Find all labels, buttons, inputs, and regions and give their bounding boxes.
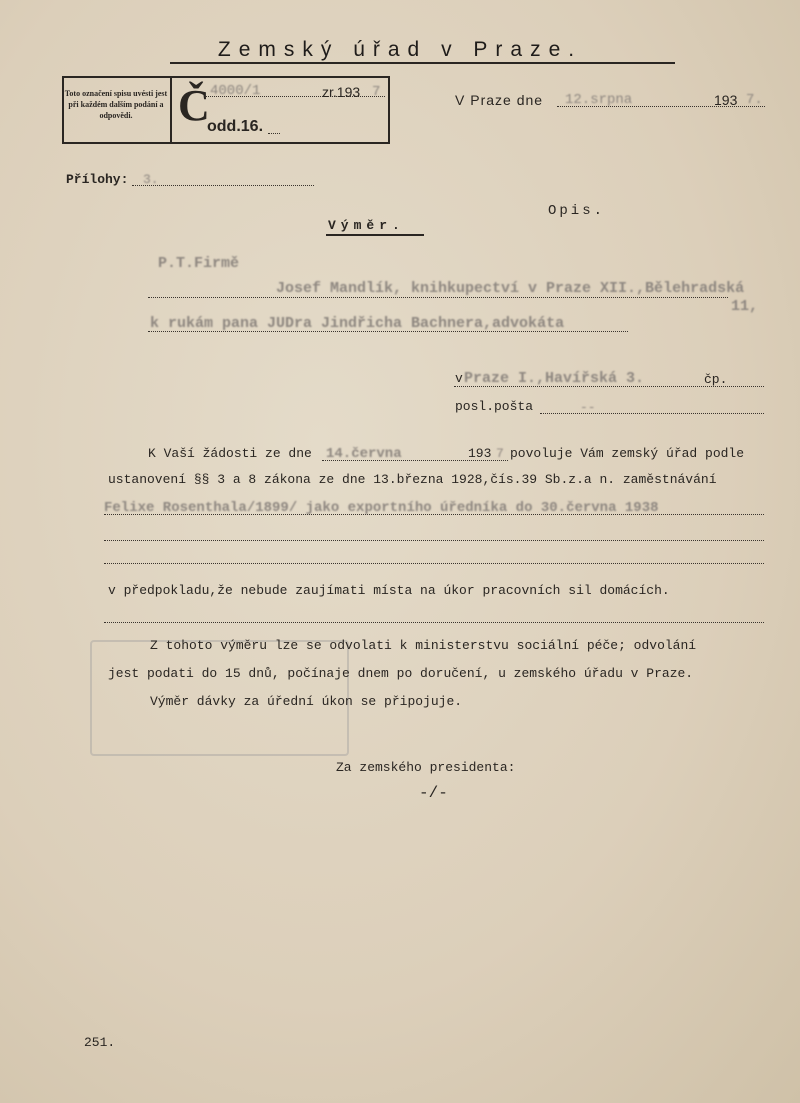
attachments-value: 3. bbox=[143, 172, 159, 187]
department-line bbox=[268, 133, 280, 134]
post-rule bbox=[540, 413, 764, 414]
recipient-line-2: k rukám pana JUDra Jindřicha Bachnera,advokáta bbox=[150, 315, 565, 332]
signoff: Za zemského presidenta: bbox=[336, 760, 516, 775]
appeal-line-2: jest podati do 15 dnů, počínaje dnem po doručení, u zemského úřadu v Praze. bbox=[108, 666, 694, 681]
document-type-underline bbox=[326, 234, 424, 236]
body-p4: v předpokladu,že nebude zaujímati místa na úkor pracovních sil domácích. bbox=[108, 583, 670, 598]
blank-rule-1 bbox=[104, 540, 764, 541]
post-label: posl.pošta bbox=[455, 399, 534, 414]
address-prefix: v bbox=[455, 371, 463, 386]
date-day-month: 12.srpna bbox=[565, 92, 633, 108]
file-number: 4000/1 bbox=[210, 83, 261, 99]
body-p2: ustanovení §§ 3 a 8 zákona ze dne 13.března 1928,čís.39 Sb.z.a n. zaměstnávání bbox=[108, 472, 717, 487]
recipient-address: Praze I.,Havířská 3. bbox=[464, 370, 645, 387]
body-p1-date: 14.června bbox=[326, 446, 402, 462]
recipient-salutation: P.T.Firmě bbox=[158, 255, 240, 272]
body-p3-rule bbox=[104, 514, 764, 515]
recipient-line-1-rule bbox=[148, 297, 728, 298]
body-p1-rest: povoluje Vám zemský úřad podle bbox=[510, 446, 745, 461]
body-p1-year: 193 bbox=[468, 446, 492, 461]
address-rule bbox=[454, 386, 764, 387]
attachments-label: Přílohy: bbox=[66, 172, 129, 187]
signature: -/- bbox=[419, 784, 448, 802]
date-line bbox=[557, 106, 765, 107]
reference-letter: Č bbox=[178, 81, 210, 130]
blank-rule-3 bbox=[104, 622, 764, 623]
copy-mark: Opis. bbox=[548, 203, 606, 219]
page-number: 251. bbox=[84, 1035, 116, 1050]
fee-note: Výměr dávky za úřední úkon se připojuje. bbox=[150, 694, 463, 709]
zr-label: zr.193 bbox=[322, 84, 361, 100]
recipient-line-1: Josef Mandlík, knihkupectví v Praze XII.,Bělehradská bbox=[276, 280, 745, 297]
body-p1-start: K Vaší žádosti ze dne bbox=[148, 446, 312, 461]
reference-divider bbox=[170, 78, 172, 142]
reference-note: Toto označení spisu uvésti jest při každém dalším podání a odpovědi. bbox=[64, 89, 168, 120]
body-p3: Felixe Rosenthala/1899/ jako exportního úředníka do 30.června 1938 bbox=[104, 500, 659, 516]
attachments-line bbox=[132, 185, 314, 186]
recipient-line-1-cont: 11, bbox=[731, 298, 759, 315]
cp-label: čp. bbox=[704, 372, 728, 387]
page-title: Zemský úřad v Praze. bbox=[217, 38, 583, 61]
recipient-line-2-rule bbox=[148, 331, 628, 332]
body-p1-year-digit: 7 bbox=[496, 446, 504, 461]
date-year: 193 bbox=[714, 92, 738, 108]
post-value: -- bbox=[580, 400, 596, 415]
zr-year-digit: 7 bbox=[372, 84, 381, 100]
title-underline bbox=[170, 62, 675, 64]
document-type: Výměr. bbox=[328, 218, 405, 233]
date-year-digit: 7. bbox=[746, 92, 763, 108]
blank-rule-2 bbox=[104, 563, 764, 564]
place-date-prefix: V Praze dne bbox=[455, 92, 544, 108]
department-label: odd.16. bbox=[207, 118, 264, 135]
appeal-line-1: Z tohoto výměru lze se odvolati k ministerstvu sociální péče; odvolání bbox=[150, 638, 697, 653]
